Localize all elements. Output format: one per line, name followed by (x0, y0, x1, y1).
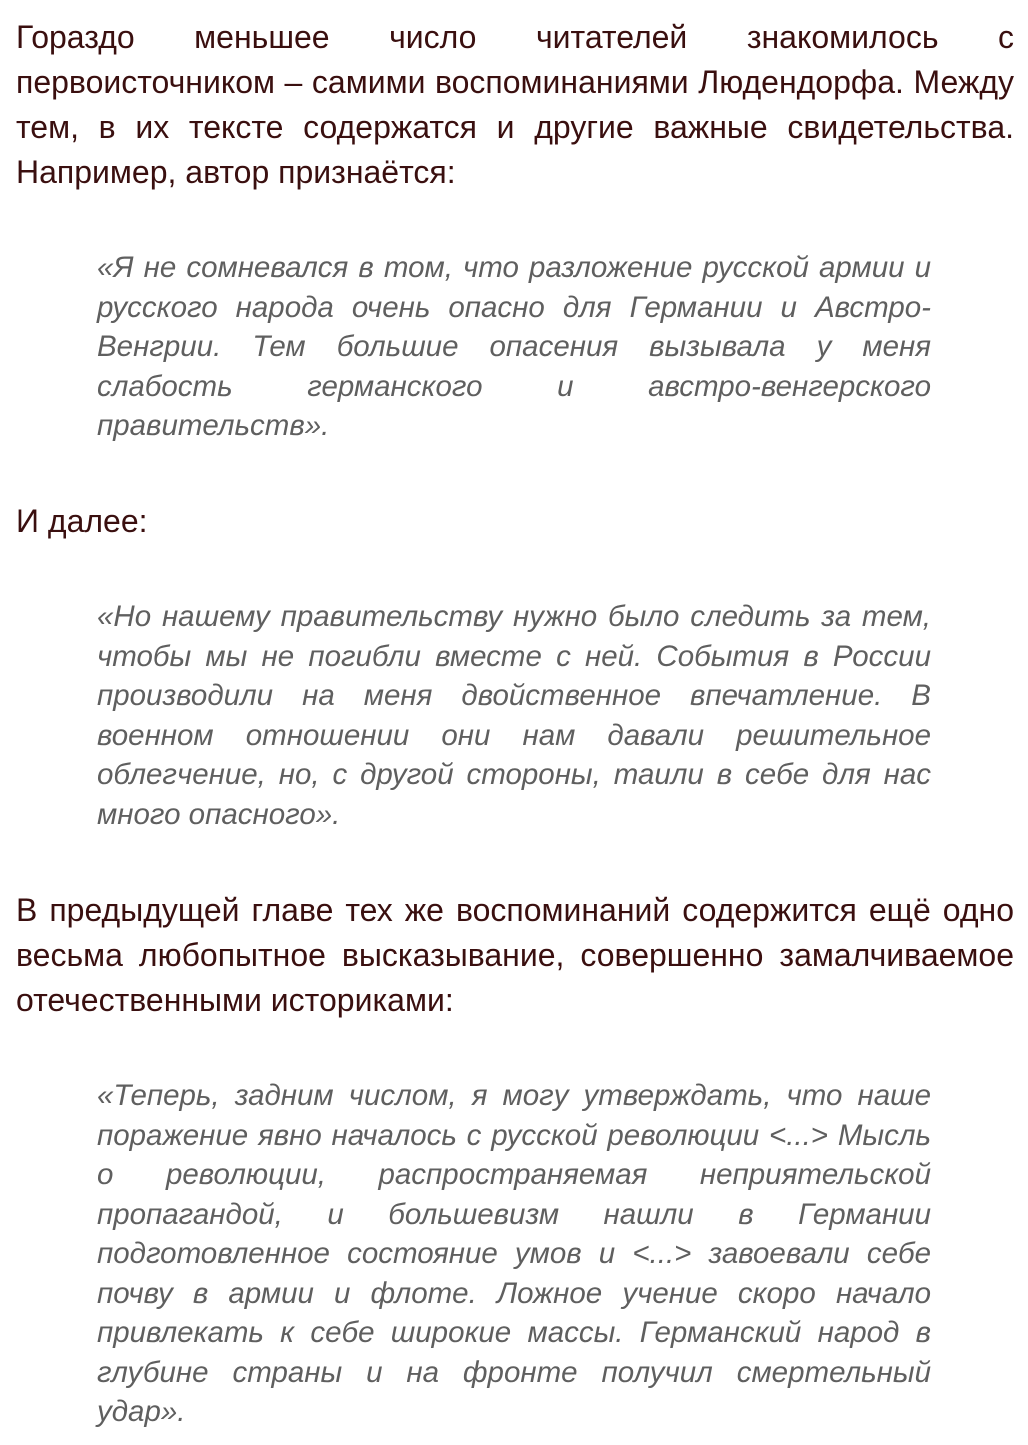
quote-second: «Но нашему правительству нужно было следить за тем, чтобы мы не погибли вместе с ней. События в России производили на меня двойственное впечатление. В военном отношении они нам давали решительное облегчение, но, с другой стороны, таили в себе для нас много опасного». (97, 600, 931, 831)
paragraph-intro: Гораздо меньшее число читателей знакомилось с первоисточником – самими воспоминаниями Людендорфа. Между тем, в их тексте содержатся и другие важные свидетельства. Например, автор признаётся: (16, 19, 1014, 190)
quote-first: «Я не сомневался в том, что разложение русской армии и русского народа очень опасно для Германии и Австро-Венгрии. Тем большие опасения вызывала у меня слабость германского и австро-венгерского правительств». (97, 251, 931, 442)
paragraph-previous-chapter: В предыдущей главе тех же воспоминаний содержится ещё одно весьма любопытное высказывание, совершенно замалчиваемое отечественными историками: (16, 892, 1014, 1018)
quote-third: «Теперь, задним числом, я могу утверждать, что наше поражение явно началось с русской революции <...> Мысль о революции, распространяемая неприятельской пропагандой, и большевизм нашли в Германии подготовленное состояние умов и <...> завоевали себе почву в армии и флоте. Ложное учение скоро начало привлекать к себе широкие массы. Германский народ в глубине страны и на фронте получил смертельный удар». (97, 1079, 931, 1428)
paragraph-further: И далее: (16, 503, 148, 539)
